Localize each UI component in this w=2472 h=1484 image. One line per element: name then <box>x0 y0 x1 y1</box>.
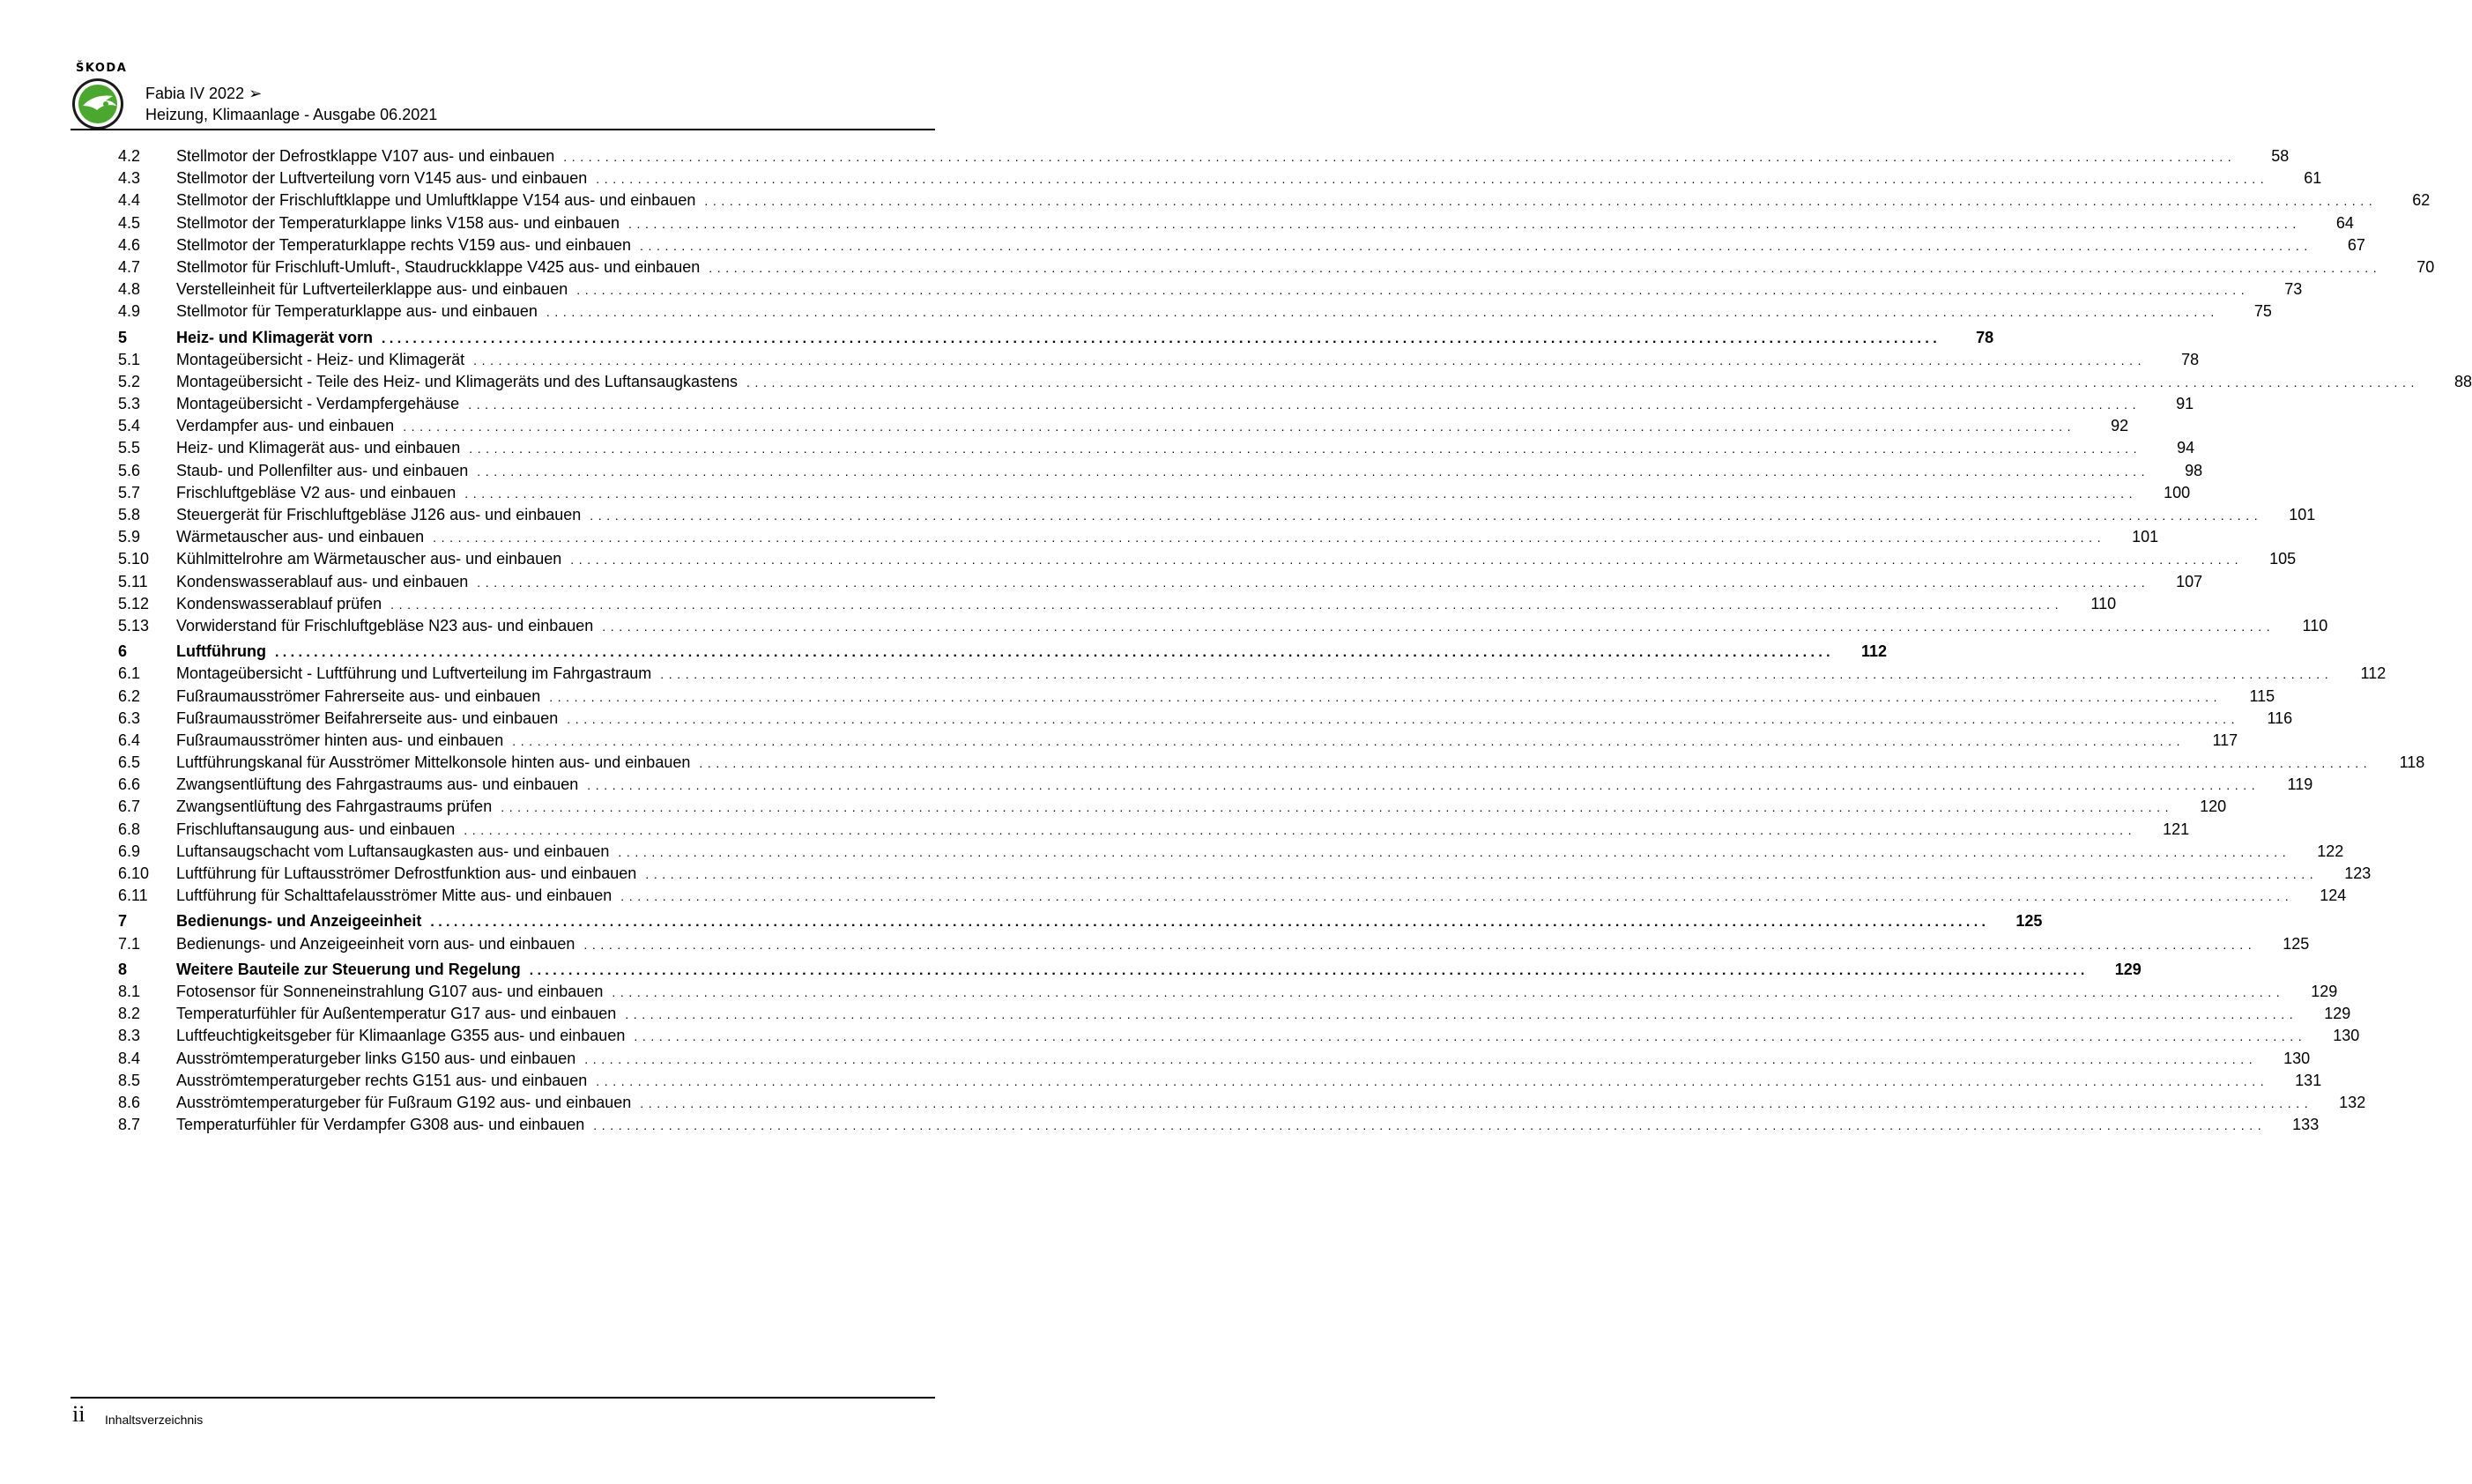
toc-dot-leader: ........................................................................................................................................................................................................ <box>501 800 2174 815</box>
toc-entry-page[interactable]: 75 <box>2253 302 2272 321</box>
toc-entry-number: 7.1 <box>118 934 141 953</box>
toc-dot-leader: ........................................................................................................................................................................................................ <box>382 330 1941 346</box>
toc-row[interactable] <box>118 686 2275 708</box>
toc-entry-title[interactable]: Montageübersicht - Heiz- und Klimagerät <box>176 350 465 368</box>
toc-entry-title[interactable]: Temperaturfühler für Außentemperatur G17 aus- und einbauen <box>176 1005 617 1023</box>
toc-entry-number: 8.2 <box>118 1005 141 1023</box>
toc-entry-page[interactable]: 121 <box>2163 820 2190 838</box>
toc-entry-title[interactable]: Weitere Bauteile zur Steuerung und Regelung <box>176 960 521 978</box>
toc-entry-title[interactable]: Bedienungs- und Anzeigeeinheit <box>176 912 422 931</box>
toc-dot-leader: ........................................................................................................................................................................................................ <box>593 1118 2267 1133</box>
toc-entry-number: 4.7 <box>118 257 141 276</box>
toc-entry-title[interactable]: Montageübersicht - Luftführung und Luftverteilung im Fahrgastraum <box>176 664 652 683</box>
toc-entry-number: 8.6 <box>118 1093 141 1111</box>
toc-dot-leader: ........................................................................................................................................................................................................ <box>645 867 2319 881</box>
toc-entry-page[interactable]: 130 <box>2283 1049 2311 1067</box>
toc-dot-leader: ........................................................................................................................................................................................................ <box>512 733 2186 748</box>
toc-dot-leader: ........................................................................................................................................................................................................ <box>639 238 2312 253</box>
toc-entry-title[interactable]: Stellmotor der Defrostklappe V107 aus- und einbauen <box>176 147 555 165</box>
toc-entry-page[interactable]: 70 <box>2416 257 2435 276</box>
toc-entry-page[interactable]: 125 <box>2283 934 2310 953</box>
toc-entry-number: 5.12 <box>118 594 150 612</box>
toc-entry-number: 4.6 <box>118 235 141 254</box>
toc-entry-number: 4.9 <box>118 302 141 321</box>
toc-entry-number: 8.5 <box>118 1071 141 1089</box>
toc-entry-title[interactable]: Stellmotor der Temperaturklappe links V158 aus- und einbauen <box>176 213 620 232</box>
toc-dot-leader: ........................................................................................................................................................................................................ <box>584 1051 2258 1066</box>
toc-dot-leader: ........................................................................................................................................................................................................ <box>464 486 2138 501</box>
toc-row[interactable] <box>118 526 2159 548</box>
toc-entry-title[interactable]: Verdampfer aus- und einbauen <box>176 417 395 435</box>
toc-row[interactable] <box>118 796 2227 818</box>
toc-entry-title[interactable]: Stellmotor der Luftverteilung vorn V145 aus- und einbauen <box>176 169 588 188</box>
toc-dot-leader: ........................................................................................................................................................................................................ <box>596 172 2269 187</box>
toc-entry-number: 6.9 <box>118 842 141 860</box>
toc-entry-number: 5.2 <box>118 372 141 390</box>
toc-row[interactable] <box>118 278 2303 301</box>
toc-dot-leader: ........................................................................................................................................................................................................ <box>464 822 2137 837</box>
toc-dot-leader: ........................................................................................................................................................................................................ <box>403 419 2076 434</box>
toc-row[interactable] <box>118 730 2238 752</box>
toc-dot-leader: ........................................................................................................................................................................................................ <box>596 1073 2269 1088</box>
toc-entry-number: 6.2 <box>118 686 141 705</box>
toc-row[interactable] <box>118 752 2425 774</box>
toc-entry-title[interactable]: Stellmotor der Temperaturklappe rechts V159 aus- und einbauen <box>176 235 631 254</box>
toc-entry-number: 6.6 <box>118 775 141 794</box>
toc-dot-leader: ........................................................................................................................................................................................................ <box>612 984 2285 999</box>
toc-entry-title[interactable]: Bedienungs- und Anzeigeeinheit vorn aus- und einbauen <box>176 934 575 953</box>
toc-row[interactable] <box>118 615 2328 637</box>
toc-row[interactable] <box>118 885 2347 907</box>
toc-dot-leader: ........................................................................................................................................................................................................ <box>567 711 2240 726</box>
toc-entry-page[interactable]: 101 <box>2289 506 2316 523</box>
toc-dot-leader: ........................................................................................................................................................................................................ <box>587 778 2260 793</box>
toc-entry-page[interactable]: 61 <box>2304 169 2322 188</box>
toc-row[interactable] <box>118 1003 2351 1025</box>
toc-row[interactable] <box>118 933 2310 955</box>
toc-entry-page[interactable]: 64 <box>2335 213 2354 232</box>
toc-entry-title[interactable]: Fußraumausströmer Beifahrerseite aus- und einbauen <box>176 709 559 727</box>
toc-row[interactable] <box>118 256 2435 278</box>
toc-entry-title[interactable]: Ausströmtemperaturgeber links G150 aus- und einbauen <box>176 1049 576 1067</box>
toc-entry-number: 5 <box>118 328 128 346</box>
toc-entry-number: 6 <box>118 642 128 661</box>
toc-row[interactable] <box>118 234 2365 256</box>
toc-row[interactable] <box>118 1092 2366 1114</box>
toc-row[interactable] <box>118 301 2272 323</box>
toc-entry-title[interactable]: Fotosensor für Sonneneinstrahlung G107 aus- und einbauen <box>176 982 604 1000</box>
toc-entry-number: 5.3 <box>118 395 141 413</box>
toc-entry-number: 8.7 <box>118 1116 141 1134</box>
toc-entry-title[interactable]: Kondenswasserablauf prüfen <box>176 594 382 612</box>
toc-dot-leader: ........................................................................................................................................................................................................ <box>473 352 2147 367</box>
toc-entry-title[interactable]: Verstelleinheit für Luftverteilerklappe aus- und einbauen <box>176 280 568 299</box>
toc-entry-title[interactable]: Zwangsentlüftung des Fahrgastraums prüfen <box>176 798 493 816</box>
toc-dot-leader: ........................................................................................................................................................................................................ <box>576 283 2250 298</box>
toc-row[interactable] <box>118 571 2203 593</box>
toc-entry-number: 8.4 <box>118 1049 141 1067</box>
toc-dot-leader: ........................................................................................................................................................................................................ <box>549 689 2223 704</box>
toc-entry-title[interactable]: Ausströmtemperaturgeber für Fußraum G192 aus- und einbauen <box>176 1093 632 1111</box>
toc-entry-title[interactable]: Steuergerät für Frischluftgebläse J126 aus- und einbauen <box>176 506 582 523</box>
toc-entry-number: 4.8 <box>118 280 141 299</box>
toc-dot-leader: ........................................................................................................................................................................................................ <box>634 1029 2307 1044</box>
toc-row[interactable] <box>118 460 2203 482</box>
toc-row[interactable] <box>118 774 2313 796</box>
toc-row[interactable] <box>118 1025 2360 1047</box>
toc-entry-page[interactable]: 78 <box>1976 328 1994 346</box>
toc-entry-number: 5.11 <box>118 572 148 590</box>
toc-entry-page[interactable]: 112 <box>2360 664 2387 683</box>
table-of-contents <box>118 145 2472 1136</box>
toc-row[interactable] <box>118 371 2472 393</box>
toc-row[interactable] <box>118 1048 2311 1070</box>
toc-entry-page[interactable]: 118 <box>2399 753 2425 772</box>
toc-entry-number: 5.1 <box>118 350 141 368</box>
toc-row[interactable] <box>118 1070 2322 1092</box>
toc-entry-page[interactable]: 129 <box>2311 982 2338 1000</box>
toc-entry-page[interactable]: 131 <box>2295 1071 2322 1089</box>
toc-dot-leader: ........................................................................................................................................................................................................ <box>546 305 2219 320</box>
toc-dot-leader: ........................................................................................................................................................................................................ <box>430 915 1990 931</box>
toc-entry-page[interactable]: 107 <box>2176 572 2203 590</box>
toc-dot-leader: ........................................................................................................................................................................................................ <box>709 260 2382 275</box>
toc-dot-leader: ........................................................................................................................................................................................................ <box>468 397 2142 412</box>
toc-entry-number: 6.5 <box>118 753 141 772</box>
toc-dot-leader: ........................................................................................................................................................................................................ <box>529 962 2089 978</box>
toc-entry-page[interactable]: 123 <box>2344 864 2372 882</box>
toc-row[interactable] <box>118 548 2297 570</box>
toc-entry-page[interactable]: 105 <box>2269 550 2297 568</box>
toc-chapter-row[interactable] <box>118 641 1888 663</box>
toc-dot-leader: ........................................................................................................................................................................................................ <box>640 1095 2313 1110</box>
toc-entry-title[interactable]: Frischluftansaugung aus- und einbauen <box>176 820 456 838</box>
toc-row[interactable] <box>118 708 2293 730</box>
document-subtitle: Heizung, Klimaanlage - Ausgabe 06.2021 <box>145 106 438 123</box>
toc-row[interactable] <box>118 145 2290 167</box>
toc-entry-number: 5.13 <box>118 616 150 634</box>
toc-entry-title[interactable]: Wärmetauscher aus- und einbauen <box>176 528 425 546</box>
toc-row[interactable] <box>118 349 2200 371</box>
toc-entry-page[interactable]: 130 <box>2333 1027 2360 1045</box>
toc-entry-page[interactable]: 119 <box>2287 775 2313 794</box>
toc-chapter-row[interactable] <box>118 910 2043 932</box>
toc-entry-number: 5.5 <box>118 439 141 457</box>
toc-entry-number: 5.8 <box>118 506 141 523</box>
toc-entry-page[interactable]: 124 <box>2320 887 2347 905</box>
toc-dot-leader: ........................................................................................................................................................................................................ <box>618 844 2291 859</box>
footer-divider <box>71 1397 935 1399</box>
toc-entry-number: 6.8 <box>118 820 141 838</box>
toc-entry-title[interactable]: Ausströmtemperaturgeber rechts G151 aus- und einbauen <box>176 1071 588 1089</box>
toc-row[interactable] <box>118 841 2344 863</box>
toc-dot-leader: ........................................................................................................................................................................................................ <box>699 756 2372 771</box>
toc-entry-number: 6.1 <box>118 664 141 683</box>
toc-entry-number: 5.7 <box>118 483 141 501</box>
toc-dot-leader: ........................................................................................................................................................................................................ <box>627 216 2301 231</box>
toc-entry-page[interactable]: 73 <box>2284 280 2303 299</box>
toc-entry-title[interactable]: Luftführung für Schalttafelausströmer Mitte aus- und einbauen <box>176 887 612 905</box>
toc-dot-leader: ........................................................................................................................................................................................................ <box>469 441 2142 456</box>
toc-entry-page[interactable]: 110 <box>2090 594 2117 612</box>
toc-dot-leader: ........................................................................................................................................................................................................ <box>590 508 2263 523</box>
toc-entry-title[interactable]: Fußraumausströmer hinten aus- und einbauen <box>176 731 504 749</box>
toc-entry-number: 6.11 <box>118 887 148 905</box>
toc-entry-number: 6.7 <box>118 798 141 816</box>
toc-dot-leader: ........................................................................................................................................................................................................ <box>602 619 2275 634</box>
toc-entry-page[interactable]: 120 <box>2200 798 2227 816</box>
footer-page-number: ii <box>72 1401 85 1427</box>
toc-row[interactable] <box>118 504 2316 526</box>
toc-row[interactable] <box>118 1114 2320 1136</box>
toc-entry-page[interactable]: 100 <box>2164 483 2191 501</box>
toc-dot-leader: ........................................................................................................................................................................................................ <box>583 937 2257 952</box>
toc-dot-leader: ........................................................................................................................................................................................................ <box>477 575 2150 590</box>
toc-chapter-row[interactable] <box>118 327 1994 349</box>
toc-entry-title[interactable]: Luftführungskanal für Ausströmer Mittelkonsole hinten aus- und einbauen <box>176 753 691 772</box>
toc-entry-page[interactable]: 62 <box>2412 191 2431 210</box>
toc-dot-leader: ........................................................................................................................................................................................................ <box>390 597 2064 612</box>
header-divider <box>71 129 935 130</box>
toc-entry-page[interactable]: 98 <box>2185 461 2203 479</box>
toc-entry-title[interactable]: Kühlmittelrohre am Wärmetauscher aus- und einbauen <box>176 550 562 568</box>
toc-row[interactable] <box>118 819 2190 841</box>
toc-entry-page[interactable]: 129 <box>2114 960 2142 978</box>
toc-entry-page[interactable]: 129 <box>2324 1005 2351 1023</box>
toc-entry-page[interactable]: 115 <box>2249 686 2275 705</box>
toc-row[interactable] <box>118 482 2191 504</box>
toc-entry-number: 6.4 <box>118 731 141 749</box>
toc-entry-page[interactable]: 117 <box>2212 731 2238 749</box>
toc-dot-leader: ........................................................................................................................................................................................................ <box>704 194 2378 209</box>
toc-entry-title[interactable]: Fußraumausströmer Fahrerseite aus- und einbauen <box>176 686 541 705</box>
toc-entry-title[interactable]: Vorwiderstand für Frischluftgebläse N23 aus- und einbauen <box>176 616 594 634</box>
toc-entry-title[interactable]: Temperaturfühler für Verdampfer G308 aus- und einbauen <box>176 1116 585 1134</box>
toc-entry-number: 5.6 <box>118 461 141 479</box>
toc-row[interactable] <box>118 167 2322 189</box>
toc-entry-page[interactable]: 116 <box>2267 709 2293 727</box>
toc-row[interactable] <box>118 863 2372 885</box>
toc-entry-page[interactable]: 78 <box>2181 350 2200 368</box>
toc-entry-title[interactable]: Luftführung <box>176 642 266 661</box>
toc-entry-title[interactable]: Kondenswasserablauf aus- und einbauen <box>176 572 469 590</box>
toc-entry-title[interactable]: Frischluftgebläse V2 aus- und einbauen <box>176 483 457 501</box>
toc-entry-title[interactable]: Stellmotor für Frischluft-Umluft-, Staudruckklappe V425 aus- und einbauen <box>176 257 701 276</box>
toc-chapter-row[interactable] <box>118 959 2142 981</box>
toc-entry-title[interactable]: Montageübersicht - Teile des Heiz- und Klimageräts und des Luftansaugkastens <box>176 372 739 390</box>
toc-entry-number: 6.10 <box>118 864 150 882</box>
toc-entry-page[interactable]: 125 <box>2015 912 2043 931</box>
toc-entry-page[interactable]: 122 <box>2317 842 2344 860</box>
toc-entry-number: 6.3 <box>118 709 141 727</box>
skoda-emblem-icon <box>71 77 125 131</box>
toc-dot-leader: ........................................................................................................................................................................................................ <box>746 375 2419 390</box>
toc-entry-number: 5.9 <box>118 528 141 546</box>
toc-entry-number: 8.1 <box>118 982 141 1000</box>
toc-row[interactable] <box>118 663 2387 685</box>
toc-entry-page[interactable]: 88 <box>2453 372 2472 390</box>
toc-entry-page[interactable]: 94 <box>2177 439 2195 457</box>
toc-row[interactable] <box>118 212 2354 234</box>
toc-entry-page[interactable]: 133 <box>2292 1116 2320 1134</box>
toc-dot-leader: ........................................................................................................................................................................................................ <box>433 531 2106 545</box>
toc-dot-leader: ........................................................................................................................................................................................................ <box>625 1007 2298 1022</box>
footer-section-label: Inhaltsverzeichnis <box>105 1413 204 1427</box>
toc-row[interactable] <box>118 189 2431 211</box>
document-model-title: Fabia IV 2022 ➢ <box>145 85 263 102</box>
toc-entry-page[interactable]: 101 <box>2132 528 2159 546</box>
toc-row[interactable] <box>118 593 2117 615</box>
toc-entry-title[interactable]: Heiz- und Klimagerät vorn <box>176 328 374 346</box>
toc-entry-number: 8 <box>118 960 128 978</box>
toc-row[interactable] <box>118 393 2194 415</box>
toc-entry-number: 5.10 <box>118 550 150 568</box>
toc-row[interactable] <box>118 415 2129 437</box>
toc-entry-page[interactable]: 91 <box>2176 395 2194 413</box>
toc-row[interactable] <box>118 437 2195 459</box>
toc-dot-leader: ........................................................................................................................................................................................................ <box>570 553 2244 568</box>
toc-entry-title[interactable]: Luftansaugschacht vom Luftansaugkasten aus- und einbauen <box>176 842 610 860</box>
toc-entry-title[interactable]: Luftführung für Luftausströmer Defrostfunktion aus- und einbauen <box>176 864 637 882</box>
toc-dot-leader: ........................................................................................................................................................................................................ <box>274 645 1835 661</box>
toc-entry-page[interactable]: 92 <box>2111 417 2129 435</box>
skoda-logo <box>71 62 134 136</box>
toc-dot-leader: ........................................................................................................................................................................................................ <box>660 667 2334 682</box>
toc-dot-leader: ........................................................................................................................................................................................................ <box>620 889 2294 904</box>
toc-entry-number: 4.2 <box>118 147 141 165</box>
toc-entry-title[interactable]: Stellmotor der Frischluftklappe und Umluftklappe V154 aus- und einbauen <box>176 191 696 210</box>
toc-entry-number: 5.4 <box>118 417 141 435</box>
toc-entry-page[interactable]: 112 <box>1860 642 1888 661</box>
toc-dot-leader: ........................................................................................................................................................................................................ <box>477 464 2150 479</box>
toc-entry-title[interactable]: Heiz- und Klimagerät aus- und einbauen <box>176 439 461 457</box>
toc-entry-title[interactable]: Zwangsentlüftung des Fahrgastraums aus- und einbauen <box>176 775 579 794</box>
toc-entry-page[interactable]: 67 <box>2347 235 2365 254</box>
toc-entry-title[interactable]: Montageübersicht - Verdampfergehäuse <box>176 395 460 413</box>
toc-entry-page[interactable]: 132 <box>2339 1093 2366 1111</box>
toc-entry-title[interactable]: Stellmotor für Temperaturklappe aus- und einbauen <box>176 302 538 321</box>
toc-entry-page[interactable]: 58 <box>2271 147 2290 165</box>
toc-entry-number: 8.3 <box>118 1027 141 1045</box>
toc-entry-title[interactable]: Luftfeuchtigkeitsgeber für Klimaanlage G355 aus- und einbauen <box>176 1027 626 1045</box>
toc-entry-number: 4.3 <box>118 169 141 188</box>
toc-dot-leader: ........................................................................................................................................................................................................ <box>563 150 2237 164</box>
toc-entry-number: 4.4 <box>118 191 141 210</box>
toc-entry-number: 4.5 <box>118 213 141 232</box>
toc-entry-page[interactable]: 110 <box>2302 616 2328 634</box>
brand-wordmark: ŠKODA <box>76 62 128 75</box>
toc-row[interactable] <box>118 981 2338 1003</box>
toc-entry-title[interactable]: Staub- und Pollenfilter aus- und einbauen <box>176 461 469 479</box>
toc-entry-number: 7 <box>118 912 128 931</box>
